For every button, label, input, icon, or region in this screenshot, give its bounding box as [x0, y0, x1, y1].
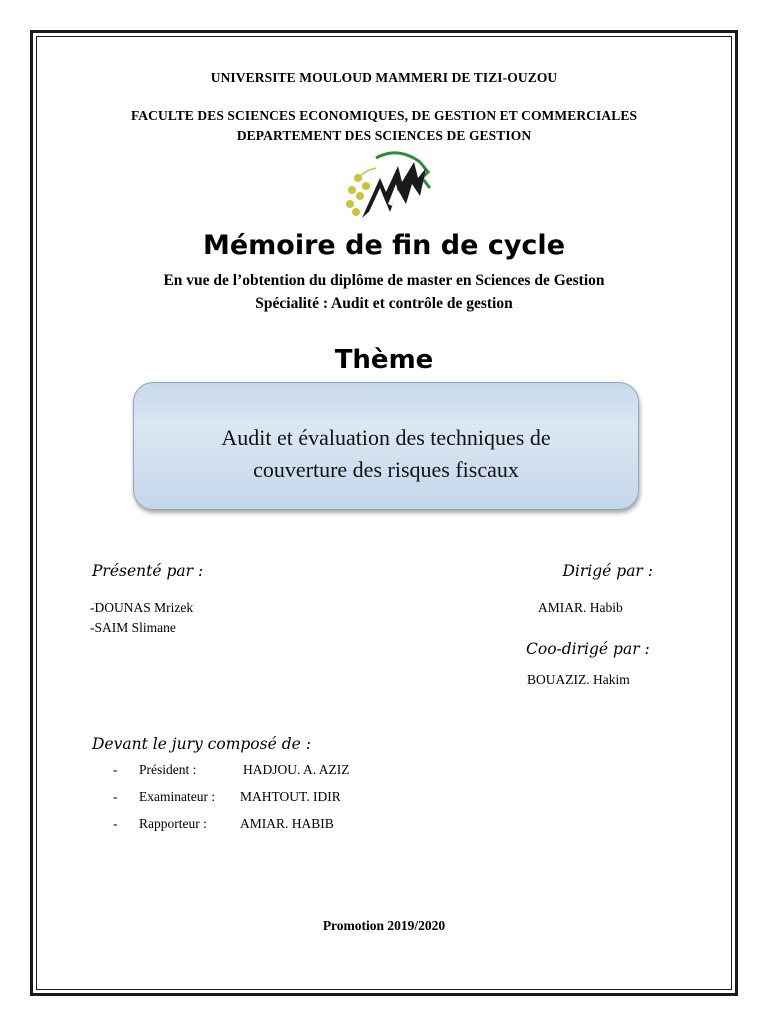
university-name: UNIVERSITE MOULOUD MAMMERI DE TIZI-OUZOU — [210, 70, 558, 85]
presented-by-label: Présenté par : — [92, 562, 204, 580]
list-bullet: - — [113, 762, 118, 777]
jury-member-name: HADJOU. A. AZIZ — [243, 762, 350, 777]
list-bullet: - — [113, 816, 118, 831]
student-name: -SAIM Slimane — [90, 620, 176, 635]
supervisor-name: AMIAR. Habib — [538, 600, 623, 615]
university-logo-icon — [336, 148, 440, 226]
department-name: DEPARTEMENT DES SCIENCES DE GESTION — [236, 128, 532, 143]
jury-role: Rapporteur : — [139, 816, 207, 831]
co-directed-by-label: Coo-dirigé par : — [526, 640, 650, 658]
promotion-year: Promotion 2019/2020 — [322, 918, 446, 933]
jury-role: Examinateur : — [139, 789, 216, 804]
theme-box — [133, 382, 639, 510]
jury-member-name: MAHTOUT. IDIR — [240, 789, 341, 804]
subtitle-degree: En vue de l’obtention du diplôme de master en Sciences de Gestion — [163, 272, 605, 289]
theme-title-line-2: couverture des risques fiscaux — [253, 457, 519, 482]
jury-label: Devant le jury composé de : — [92, 735, 311, 753]
jury-role: Président : — [139, 762, 197, 777]
document-title: Mémoire de fin de cycle — [202, 230, 566, 261]
list-bullet: - — [113, 789, 118, 804]
co-supervisor-name: BOUAZIZ. Hakim — [527, 672, 630, 687]
faculty-name: FACULTE DES SCIENCES ECONOMIQUES, DE GESTION ET COMMERCIALES — [130, 108, 638, 123]
student-name: -DOUNAS Mrizek — [90, 600, 194, 615]
jury-member-name: AMIAR. HABIB — [240, 816, 334, 831]
directed-by-label: Dirigé par : — [562, 562, 653, 580]
subtitle-speciality: Spécialité : Audit et contrôle de gestion — [255, 295, 513, 312]
theme-title-line-1: Audit et évaluation des techniques de — [221, 425, 551, 450]
theme-heading: Thème — [334, 345, 434, 375]
